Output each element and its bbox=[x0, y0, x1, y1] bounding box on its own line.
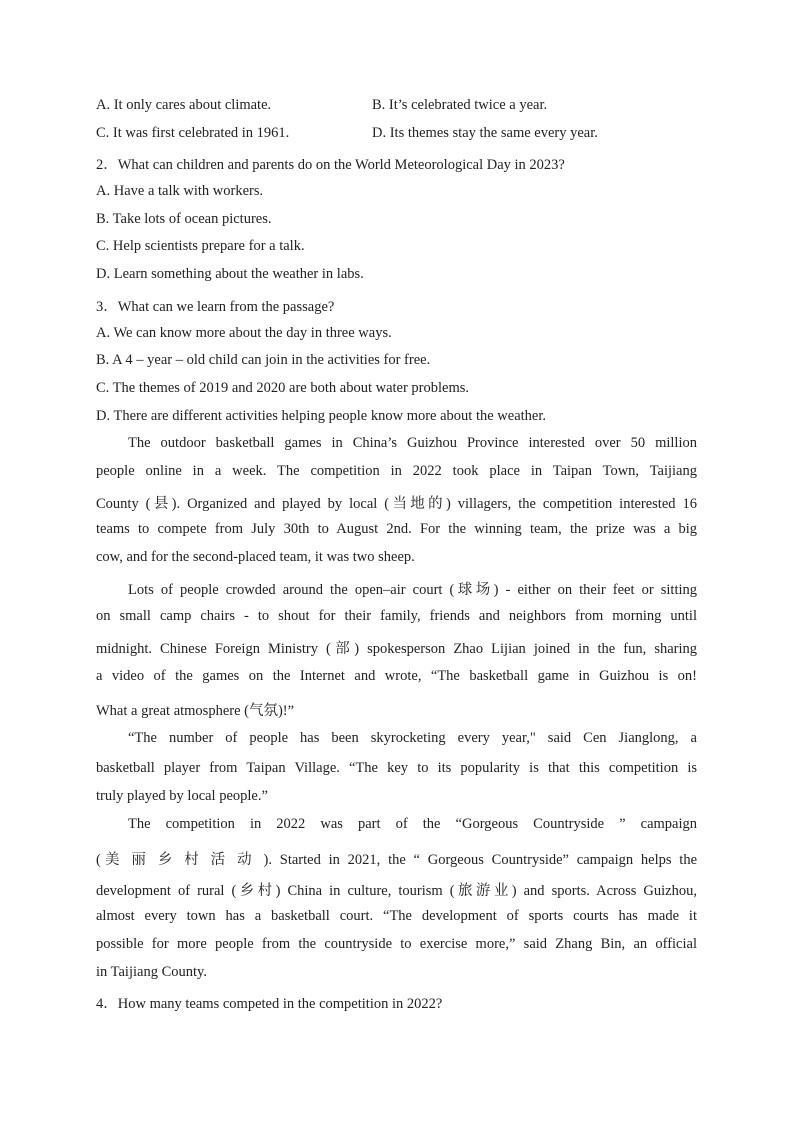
paragraph-line: in Taijiang County. bbox=[96, 964, 207, 980]
paragraph-line: The outdoor basketball games in China’s Guizhou Province interested over 50 million bbox=[128, 435, 697, 451]
paragraph-line: midnight. Chinese Foreign Ministry (部) spokesperson Zhao Lijian joined in the fun, sharing bbox=[96, 641, 697, 657]
paragraph-line: “The number of people has been skyrocketing every year," said Cen Jianglong, a bbox=[128, 730, 697, 746]
paragraph-line: Lots of people crowded around the open–air court (球场) - either on their feet or sitting bbox=[128, 582, 697, 598]
q2-option-c: C. Help scientists prepare for a talk. bbox=[96, 238, 305, 254]
q3-option-d: D. There are different activities helping people know more about the weather. bbox=[96, 408, 547, 424]
paragraph-line: What a great atmosphere (气氛)!” bbox=[96, 703, 295, 719]
paragraph-line: on small camp chairs - to shout for their family, friends and neighbors from morning until bbox=[96, 608, 697, 624]
paragraph-line: County (县). Organized and played by local (当地的) villagers, the competition interested 16 bbox=[96, 496, 697, 512]
paragraph-line: people online in a week. The competition in 2022 took place in Taipan Town, Taijiang bbox=[96, 463, 697, 479]
paragraph-line: The competition in 2022 was part of the “Gorgeous Countryside ” campaign bbox=[128, 816, 697, 832]
paragraph-line: truly played by local people.” bbox=[96, 788, 268, 804]
q1-option-c: C. It was first celebrated in 1961. bbox=[96, 125, 290, 141]
q3-option-b: B. A 4 – year – old child can join in the activities for free. bbox=[96, 352, 431, 368]
q2-question: 2．What can children and parents do on the World Meteorological Day in 2023? bbox=[96, 157, 565, 173]
q3-option-a: A. We can know more about the day in three ways. bbox=[96, 325, 392, 341]
q2-option-d: D. Learn something about the weather in labs. bbox=[96, 266, 364, 282]
q3-option-c: C. The themes of 2019 and 2020 are both about water problems. bbox=[96, 380, 470, 396]
paragraph-line: development of rural (乡村) China in culture, tourism (旅游业) and sports. Across Guizhou, bbox=[96, 883, 697, 899]
paragraph-line: possible for more people from the countryside to exercise more,” said Zhang Bin, an official bbox=[96, 936, 697, 952]
q2-option-a: A. Have a talk with workers. bbox=[96, 183, 264, 199]
paragraph-line: basketball player from Taipan Village. “The key to its popularity is that this competition is bbox=[96, 760, 697, 776]
paragraph-line: (美 丽 乡 村 活 动 ). Started in 2021, the “ Gorgeous Countryside” campaign helps the bbox=[96, 852, 697, 868]
q1-option-a: A. It only cares about climate. bbox=[96, 97, 272, 113]
q1-option-b: B. It’s celebrated twice a year. bbox=[372, 97, 548, 113]
paragraph-line: cow, and for the second-placed team, it was two sheep. bbox=[96, 549, 415, 565]
q4-question: 4．How many teams competed in the competition in 2022? bbox=[96, 996, 443, 1012]
q1-option-d: D. Its themes stay the same every year. bbox=[372, 125, 598, 141]
paragraph-line: a video of the games on the Internet and wrote, “The basketball game in Guizhou is on! bbox=[96, 668, 697, 684]
q2-option-b: B. Take lots of ocean pictures. bbox=[96, 211, 272, 227]
q3-question: 3．What can we learn from the passage? bbox=[96, 299, 335, 315]
paragraph-line: almost every town has a basketball court. “The development of sports courts has made it bbox=[96, 908, 697, 924]
paragraph-line: teams to compete from July 30th to August 2nd. For the winning team, the prize was a big bbox=[96, 521, 697, 537]
